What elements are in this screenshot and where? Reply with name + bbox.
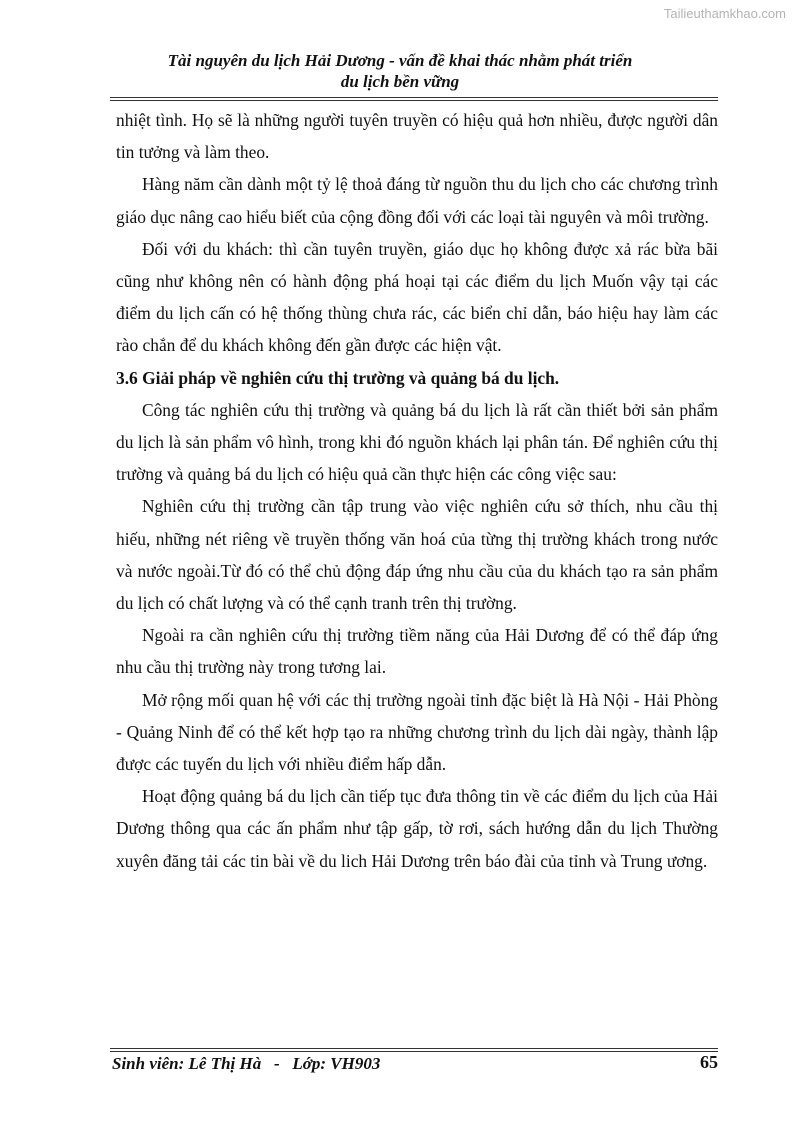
watermark: Tailieuthamkhao.com [663, 6, 786, 21]
paragraph: Đối với du khách: thì cần tuyên truyền, giáo dục họ không được xả rác bừa bãi cũng như không nên có hành động phá hoại tại các điểm du lịch Muốn vậy tại các điểm du lịch cấn có hệ thống thùng chưa rác, các biển chỉ dẫn, báo hiệu hay làm các rào chắn để du khách không đến gần được các hiện vật. [116, 238, 718, 356]
paragraph: Mở rộng mối quan hệ với các thị trường ngoài tỉnh đặc biệt là Hà Nội - Hải Phòng - Quảng Ninh để có thể kết hợp tạo ra những chương trình du lịch dài ngày, thành lập được các tuyến du lịch với nhiều điểm hấp dẫn. [116, 689, 718, 775]
paragraph: Công tác nghiên cứu thị trường và quảng bá du lịch là rất cần thiết bởi sản phẩm du lịch là sản phẩm vô hình, trong khi đó nguồn khách lại phân tán. Để nghiên cứu thị trường và quảng bá du lịch có hiệu quả cần thực hiện các công việc sau: [116, 399, 718, 485]
paragraph-continuation: nhiệt tình. Họ sẽ là những người tuyên truyền có hiệu quả hơn nhiều, được người dân tin tưởng và làm theo. [116, 110, 718, 163]
paragraph: Nghiên cứu thị trường cần tập trung vào việc nghiên cứu sở thích, nhu cầu thị hiếu, những nét riêng về truyền thống văn hoá của từng thị trường khách trong nước và nước ngoài.Từ đó có thể chủ động đáp ứng nhu cầu của du khách tạo ra sản phẩm du lịch có chất lượng và có thể cạnh tranh trên thị trường. [116, 496, 718, 614]
paragraph: Hàng năm cần dành một tỷ lệ thoả đáng từ nguồn thu du lịch cho các chương trình giáo dục nâng cao hiểu biết của cộng đồng đối với các loại tài nguyên và môi trường. [116, 174, 718, 227]
paragraph: Ngoài ra cần nghiên cứu thị trường tiềm năng của Hải Dương để có thể đáp ứng nhu cầu thị trường này trong tương lai. [116, 625, 718, 678]
footer-student-info: Sinh viên: Lê Thị Hà - Lớp: VH903 [112, 1054, 381, 1073]
header-line-2: du lịch bền vững [340, 72, 460, 91]
header-divider [110, 97, 718, 101]
running-header [110, 50, 690, 92]
header-line-1: Tài nguyên du lịch Hải Dương - vấn đề khai thác nhằm phát triển [167, 51, 633, 70]
page-number: 65 [700, 1052, 718, 1072]
footer-divider [110, 1048, 718, 1052]
paragraph: Hoạt động quảng bá du lịch cần tiếp tục đưa thông tin về các điểm du lịch của Hải Dương thông qua các ấn phẩm như tập gấp, tờ rơi, sách hướng dẫn du lịch Thường xuyên đăng tải các tin bài về du lich Hải Dương trên báo đài của tỉnh và Trung ương. [116, 786, 718, 871]
section-heading: 3.6 Giải pháp về nghiên cứu thị trường và quảng bá du lịch. [116, 367, 560, 388]
page-body [116, 104, 718, 877]
